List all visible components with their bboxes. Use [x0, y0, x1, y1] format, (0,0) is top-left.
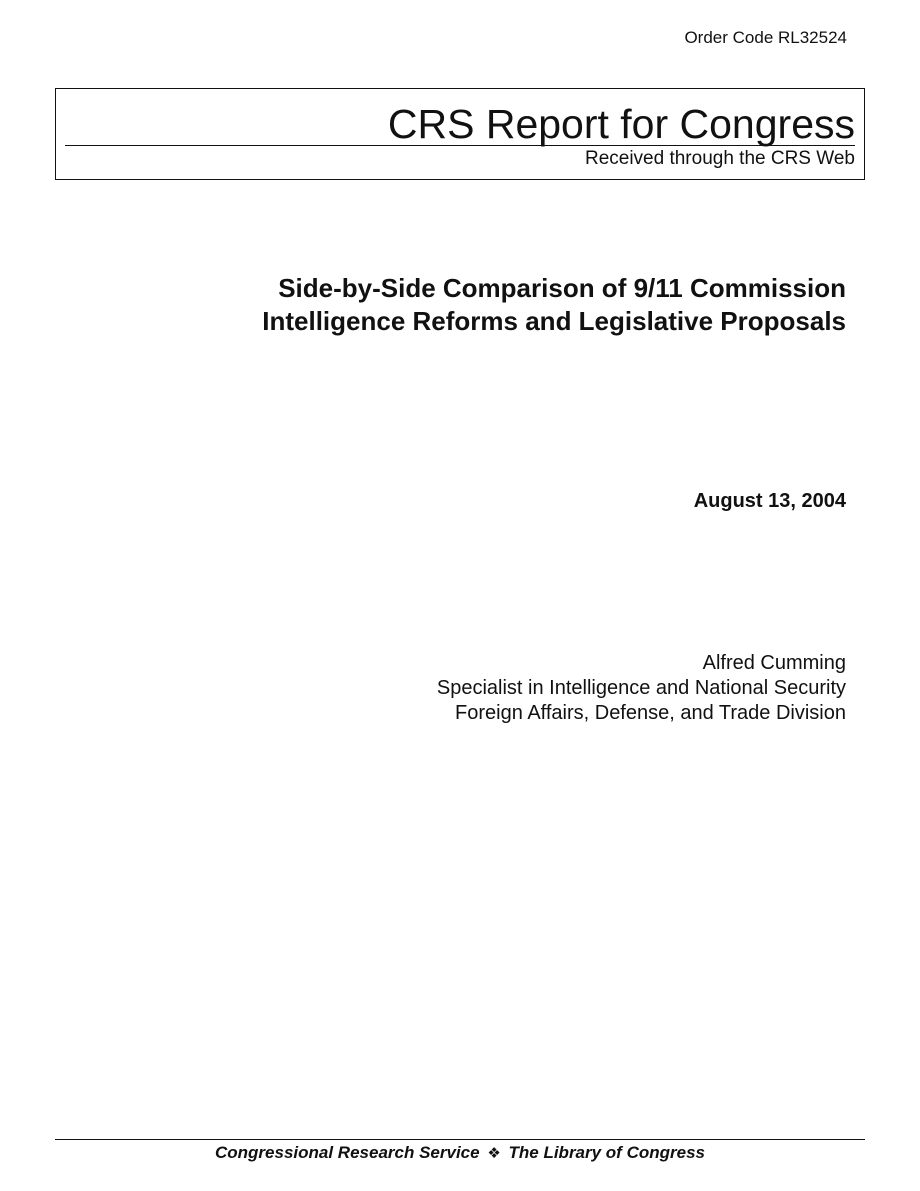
document-date: August 13, 2004: [693, 490, 846, 512]
footer-divider: [55, 1139, 865, 1140]
report-header-box: [55, 88, 865, 180]
author-position: Specialist in Intelligence and National Security: [436, 677, 846, 699]
order-code: Order Code RL32524: [684, 28, 847, 47]
document-title-line-2: Intelligence Reforms and Legislative Proposals: [262, 306, 846, 336]
author-name: Alfred Cumming: [702, 652, 846, 674]
author-block: [246, 651, 846, 726]
header-divider: [65, 145, 855, 146]
author-division: Foreign Affairs, Defense, and Trade Division: [455, 702, 846, 724]
footer-library: The Library of Congress: [508, 1143, 705, 1162]
footer-separator-icon: ❖: [487, 1144, 501, 1162]
footer: [0, 1142, 920, 1164]
document-title-line-1: Side-by-Side Comparison of 9/11 Commission: [278, 273, 846, 303]
report-series-subtitle: Received through the CRS Web: [584, 148, 855, 169]
document-title: [86, 272, 846, 338]
report-series-title: CRS Report for Congress: [387, 101, 855, 147]
footer-publisher: Congressional Research Service: [215, 1143, 480, 1162]
